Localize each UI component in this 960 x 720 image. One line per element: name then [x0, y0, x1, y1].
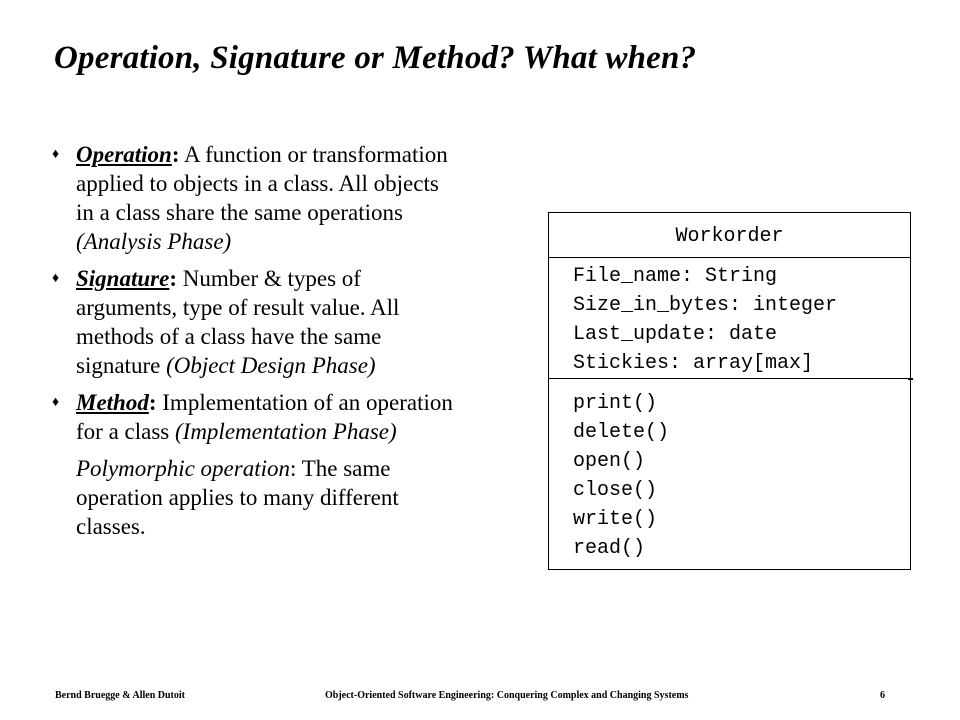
phase-label: (Implementation Phase): [175, 419, 397, 444]
term-colon: :: [148, 390, 157, 415]
footer-authors: Bernd Bruegge & Allen Dutoit: [55, 690, 185, 701]
operations-compartment: [549, 379, 910, 563]
attribute-item: Stickies: array[max]: [573, 352, 814, 375]
bullet-text: Implementation of an operation for a class: [76, 390, 453, 444]
uml-class-box: [548, 212, 911, 570]
page-number: 6: [880, 690, 885, 701]
bullet-text: A function or transformation applied to objects in a class. All objects in a class share the same operations: [76, 142, 448, 225]
compartment-divider-tail: [908, 378, 913, 380]
operation-item: write(): [573, 508, 658, 531]
bullet-list: [50, 140, 460, 541]
footer-book-title: Object-Oriented Software Engineering: Conquering Complex and Changing Systems: [325, 690, 689, 701]
operation-item: print(): [573, 392, 658, 415]
polymorphic-term: Polymorphic operation: [76, 456, 290, 481]
slide-title: Operation, Signature or Method? What when?: [54, 40, 697, 76]
term-method: Method: [76, 390, 149, 415]
attributes-compartment: [549, 258, 910, 379]
bullet-method: [50, 388, 460, 446]
bullet-operation: [50, 140, 460, 256]
bullet-signature: [50, 264, 460, 380]
phase-label: (Object Design Phase): [166, 353, 376, 378]
polymorphic-text: : The same operation applies to many different classes.: [76, 456, 399, 539]
diamond-bullet-icon: ♦: [52, 395, 60, 410]
bullet-text: Number & types of arguments, type of result value. All methods of a class have the same signature: [76, 266, 400, 378]
operation-item: delete(): [573, 421, 670, 444]
attribute-item: File_name: String: [573, 265, 778, 288]
polymorphic-paragraph: [50, 454, 460, 541]
term-colon: :: [171, 142, 180, 167]
attribute-item: Last_update: date: [573, 323, 778, 346]
diamond-bullet-icon: ♦: [52, 271, 60, 286]
term-signature: Signature: [76, 266, 170, 291]
term-colon: :: [169, 266, 177, 291]
operation-item: read(): [573, 537, 646, 560]
class-name: Workorder: [549, 213, 910, 258]
attribute-item: Size_in_bytes: integer: [573, 294, 838, 317]
phase-label: (Analysis Phase): [76, 229, 232, 254]
term-operation: Operation: [76, 142, 172, 167]
operation-item: open(): [573, 450, 646, 473]
operation-item: close(): [573, 479, 658, 502]
diamond-bullet-icon: ♦: [52, 147, 60, 162]
